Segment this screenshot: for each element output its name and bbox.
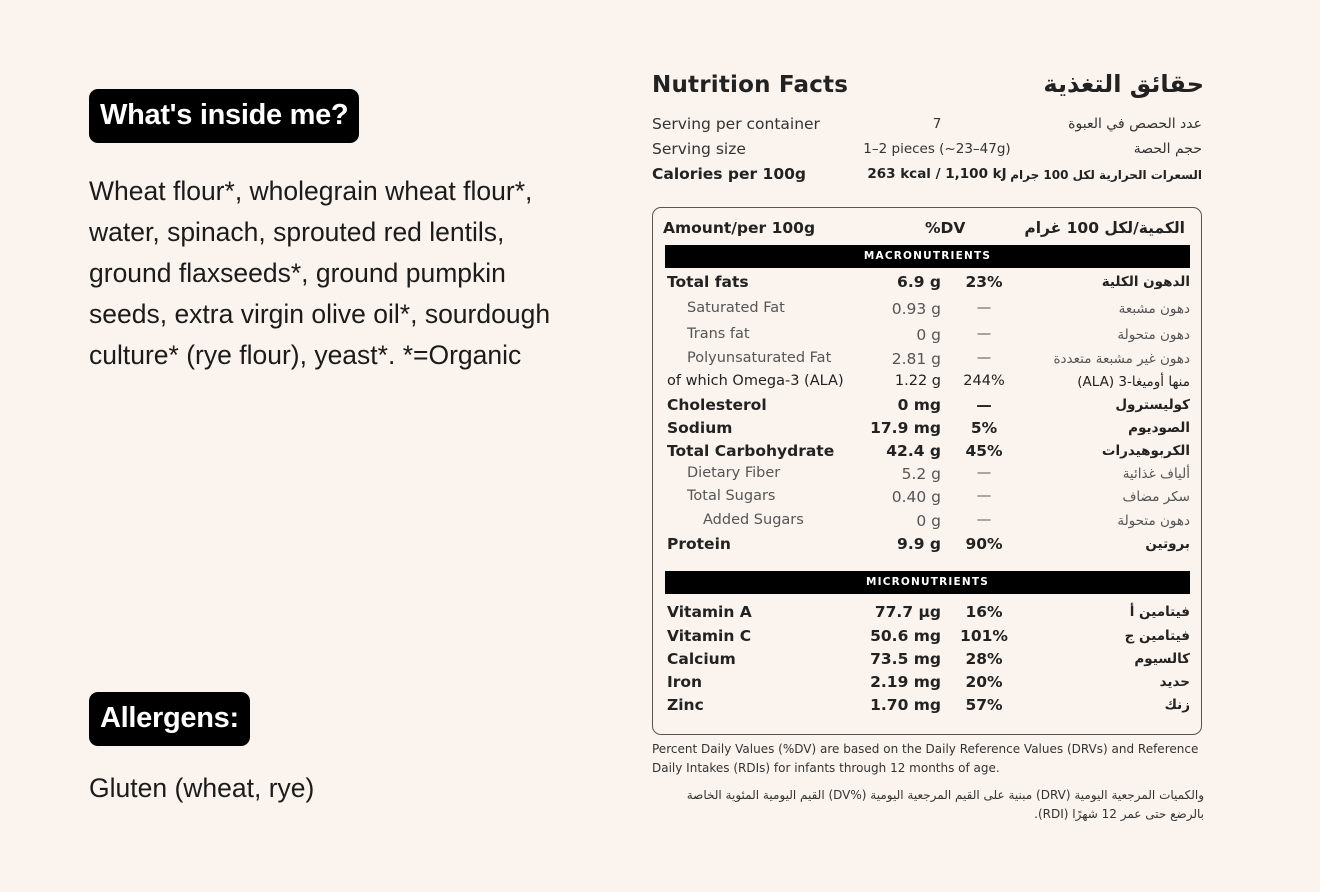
serving-label-arabic: عدد الحصص في العبوة bbox=[1068, 116, 1202, 132]
ingredients-text: Wheat flour*, wholegrain wheat flour*, water, spinach, sprouted red lentils, ground flaxseeds*, ground pumpkin seeds, extra virgin olive oil*, sourdough culture* (rye flour), yeast*. *=Organic bbox=[89, 176, 551, 370]
nutrient-amount: 0.40 g bbox=[891, 488, 941, 506]
nutrient-row bbox=[665, 417, 1190, 440]
nutrient-name-arabic: الصوديوم bbox=[1128, 420, 1190, 436]
nutrient-row bbox=[665, 440, 1190, 463]
calories-label-arabic: السعرات الحرارية لكل 100 جرام bbox=[1010, 168, 1202, 182]
nutrient-row bbox=[665, 625, 1190, 648]
macronutrients-band: MACRONUTRIENTS bbox=[665, 245, 1190, 268]
micronutrients-band: MICRONUTRIENTS bbox=[665, 571, 1190, 594]
nutrient-amount: 9.9 g bbox=[897, 535, 941, 553]
nutrient-name: Trans fat bbox=[687, 326, 750, 342]
nutrient-amount: 1.22 g bbox=[894, 373, 941, 389]
dv-header: %DV bbox=[925, 219, 966, 237]
nutrient-name: Total Carbohydrate bbox=[667, 442, 835, 460]
nutrient-table-header bbox=[663, 219, 1191, 241]
nutrient-row bbox=[665, 648, 1190, 671]
nutrient-name: Vitamin C bbox=[667, 627, 752, 645]
nutrient-dv: — bbox=[976, 396, 992, 414]
ingredients-heading: What's inside me? bbox=[89, 89, 359, 143]
nutrient-dv: 16% bbox=[965, 603, 1003, 621]
nutrient-name: Cholesterol bbox=[667, 396, 767, 414]
nutrient-dv: 45% bbox=[965, 442, 1003, 460]
serving-label: Serving size bbox=[652, 140, 746, 158]
nutrient-row bbox=[665, 394, 1190, 417]
nutrient-name: Added Sugars bbox=[703, 512, 804, 528]
nutrient-row bbox=[665, 671, 1190, 694]
allergens-text: Gluten (wheat, rye) bbox=[89, 773, 315, 803]
nutrient-amount: 0 mg bbox=[897, 396, 941, 414]
nutrient-table bbox=[652, 207, 1202, 735]
nutrient-dv: — bbox=[976, 512, 992, 528]
nutrient-row bbox=[665, 533, 1190, 556]
footnote-arabic: والكميات المرجعية اليومية (DRV) مبنية على القيم المرجعية اليومية (%DV) القيم اليومية المئوية الخاصة بالرضع حتى عمر 12 شهرًا (RDI). bbox=[686, 788, 1204, 821]
nutrient-name: Zinc bbox=[667, 696, 704, 714]
nutrient-name: Polyunsaturated Fat bbox=[687, 350, 832, 366]
nutrition-header bbox=[652, 68, 1208, 112]
nutrient-amount: 2.19 mg bbox=[870, 673, 941, 691]
nutrient-name-arabic: الكربوهيدرات bbox=[1101, 443, 1190, 459]
nutrient-row bbox=[665, 510, 1190, 533]
nutrient-name-arabic: دهون متحولة bbox=[1117, 327, 1190, 343]
amount-header-arabic: الكمية/لكل 100 غرام bbox=[1024, 219, 1185, 237]
nutrient-dv: 244% bbox=[963, 373, 1005, 389]
nutrient-row bbox=[665, 324, 1190, 347]
allergens-heading: Allergens: bbox=[89, 692, 250, 746]
nutrient-row bbox=[665, 348, 1190, 371]
nutrient-name: Dietary Fiber bbox=[687, 465, 781, 481]
nutrient-row bbox=[665, 271, 1190, 294]
nutrient-dv: — bbox=[976, 326, 992, 342]
nutrient-name-arabic: زنك bbox=[1164, 697, 1190, 713]
allergens-section bbox=[89, 692, 314, 804]
nutrient-amount: 73.5 mg bbox=[870, 650, 941, 668]
nutrient-amount: 17.9 mg bbox=[870, 419, 941, 437]
nutrient-name-arabic: فيتامين ج bbox=[1124, 628, 1190, 644]
nutrition-title: Nutrition Facts bbox=[652, 72, 849, 98]
nutrition-title-arabic: حقائق التغذية bbox=[1043, 70, 1204, 98]
nutrient-dv: 90% bbox=[965, 535, 1003, 553]
nutrient-row bbox=[665, 298, 1190, 321]
nutrient-name-arabic: دهون غير مشبعة متعددة bbox=[1053, 351, 1190, 367]
amount-header: Amount/per 100g bbox=[663, 219, 816, 237]
calories-row bbox=[652, 162, 1208, 187]
nutrient-name: Total Sugars bbox=[687, 488, 776, 504]
nutrient-row bbox=[665, 694, 1190, 717]
serving-value: 7 bbox=[932, 116, 942, 132]
nutrient-name: Iron bbox=[667, 673, 703, 691]
nutrient-amount: 2.81 g bbox=[891, 350, 941, 368]
nutrient-name: Calcium bbox=[667, 650, 736, 668]
serving-row bbox=[652, 137, 1208, 162]
nutrient-name: Vitamin A bbox=[667, 603, 752, 621]
nutrition-facts-panel bbox=[652, 68, 1208, 714]
nutrient-row bbox=[665, 486, 1190, 509]
nutrient-name: Sodium bbox=[667, 419, 733, 437]
nutrient-dv: 101% bbox=[960, 627, 1008, 645]
nutrient-amount: 42.4 g bbox=[886, 442, 941, 460]
nutrient-name: of which Omega-3 (ALA) bbox=[667, 373, 844, 389]
nutrient-row bbox=[665, 463, 1190, 486]
nutrient-name: Total fats bbox=[667, 273, 749, 291]
nutrient-row bbox=[665, 601, 1190, 624]
nutrient-name-arabic: دهون متحولة bbox=[1117, 513, 1190, 529]
nutrient-name-arabic: كوليسترول bbox=[1115, 397, 1190, 413]
nutrient-name-arabic: دهون مشبعة bbox=[1118, 301, 1190, 317]
nutrient-name-arabic: فيتامين أ bbox=[1129, 604, 1190, 620]
nutrient-dv: 28% bbox=[965, 650, 1003, 668]
nutrient-dv: — bbox=[976, 300, 992, 316]
nutrient-name-arabic: ألياف غذائية bbox=[1122, 466, 1190, 482]
calories-value: 263 kcal / 1,100 kJ bbox=[867, 166, 1007, 182]
nutrient-name: Saturated Fat bbox=[687, 300, 785, 316]
nutrient-dv: 5% bbox=[970, 419, 998, 437]
serving-row bbox=[652, 112, 1208, 137]
calories-label: Calories per 100g bbox=[652, 165, 806, 183]
nutrient-dv: — bbox=[976, 350, 992, 366]
serving-value: 1–2 pieces (~23–47g) bbox=[863, 141, 1011, 157]
nutrient-amount: 1.70 mg bbox=[870, 696, 941, 714]
nutrient-dv: 57% bbox=[965, 696, 1003, 714]
nutrient-dv: 23% bbox=[965, 273, 1003, 291]
nutrient-amount: 50.6 mg bbox=[870, 627, 941, 645]
nutrient-amount: 0 g bbox=[916, 326, 941, 344]
serving-label: Serving per container bbox=[652, 115, 820, 133]
nutrient-dv: — bbox=[976, 488, 992, 504]
nutrient-amount: 77.7 µg bbox=[874, 603, 941, 621]
nutrient-amount: 6.9 g bbox=[897, 273, 941, 291]
ingredients-section bbox=[89, 89, 589, 376]
nutrient-name-arabic: منها أوميغا-3 (ALA) bbox=[1077, 374, 1190, 390]
nutrient-name-arabic: كالسيوم bbox=[1134, 651, 1190, 667]
nutrient-row bbox=[665, 371, 1190, 394]
footnote: Percent Daily Values (%DV) are based on the Daily Reference Values (DRVs) and Reference Daily Intakes (RDIs) for infants through 12 months of age. bbox=[652, 742, 1199, 775]
nutrient-amount: 5.2 g bbox=[901, 465, 941, 483]
nutrient-name-arabic: بروتين bbox=[1145, 536, 1190, 552]
nutrient-amount: 0 g bbox=[916, 512, 941, 530]
nutrient-amount: 0.93 g bbox=[891, 300, 941, 318]
nutrient-name-arabic: حديد bbox=[1159, 674, 1190, 690]
nutrient-dv: 20% bbox=[965, 673, 1003, 691]
nutrient-name-arabic: الدهون الكلية bbox=[1101, 274, 1190, 290]
serving-label-arabic: حجم الحصة bbox=[1133, 141, 1202, 157]
nutrient-dv: — bbox=[976, 465, 992, 481]
nutrient-name-arabic: سكر مضاف bbox=[1122, 489, 1190, 505]
nutrient-name: Protein bbox=[667, 535, 731, 553]
